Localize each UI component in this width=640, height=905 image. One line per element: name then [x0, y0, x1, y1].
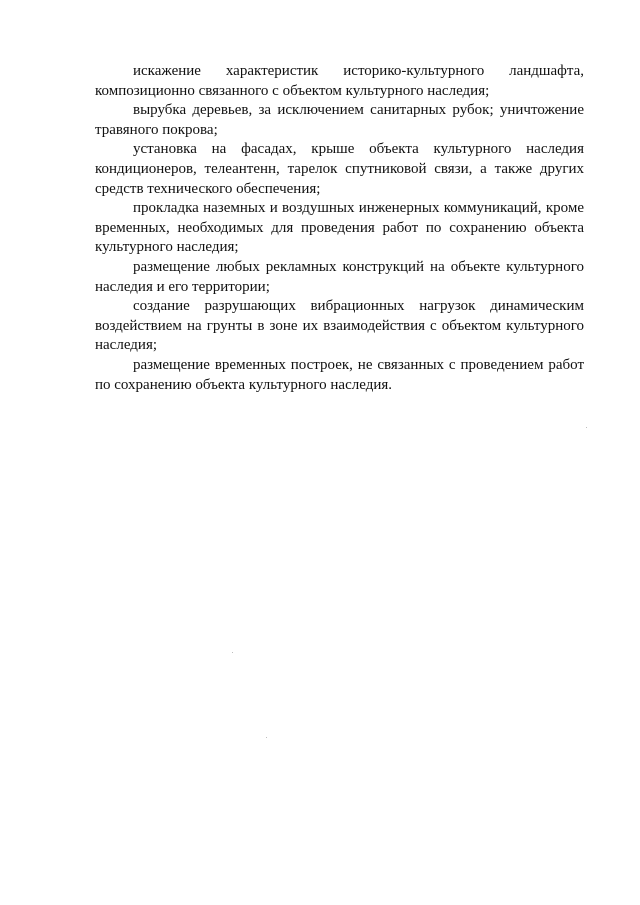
- paragraph-advertising: размещение любых рекламных конструкций на объекте культурного наследия и его территории;: [95, 258, 584, 295]
- paragraph-vibration-loads: создание разрушающих вибрационных нагрузок динамическим воздействием на грунты в зоне их взаимодействия с объектом культурного наследия;: [95, 298, 584, 354]
- scan-speck: [266, 737, 267, 738]
- document-body: [95, 62, 584, 395]
- paragraph-temporary-buildings: размещение временных построек, не связанных с проведением работ по сохранению объекта культурного наследия.: [95, 356, 584, 393]
- paragraph-landscape-distortion: искажение характеристик историко-культурного ландшафта, композиционно связанного с объектом культурного наследия;: [95, 63, 584, 99]
- scan-speck: [586, 427, 587, 428]
- paragraph-facade-equipment: установка на фасадах, крыше объекта культурного наследия кондиционеров, телеантенн, тарелок спутниковой связи, а также других средств технического обеспечения;: [95, 141, 584, 197]
- scan-speck: [232, 652, 233, 653]
- paragraph-utility-lines: прокладка наземных и воздушных инженерных коммуникаций, кроме временных, необходимых для проведения работ по сохранению объекта культурного наследия;: [95, 200, 584, 256]
- paragraph-tree-felling: вырубка деревьев, за исключением санитарных рубок; уничтожение травяного покрова;: [95, 102, 584, 138]
